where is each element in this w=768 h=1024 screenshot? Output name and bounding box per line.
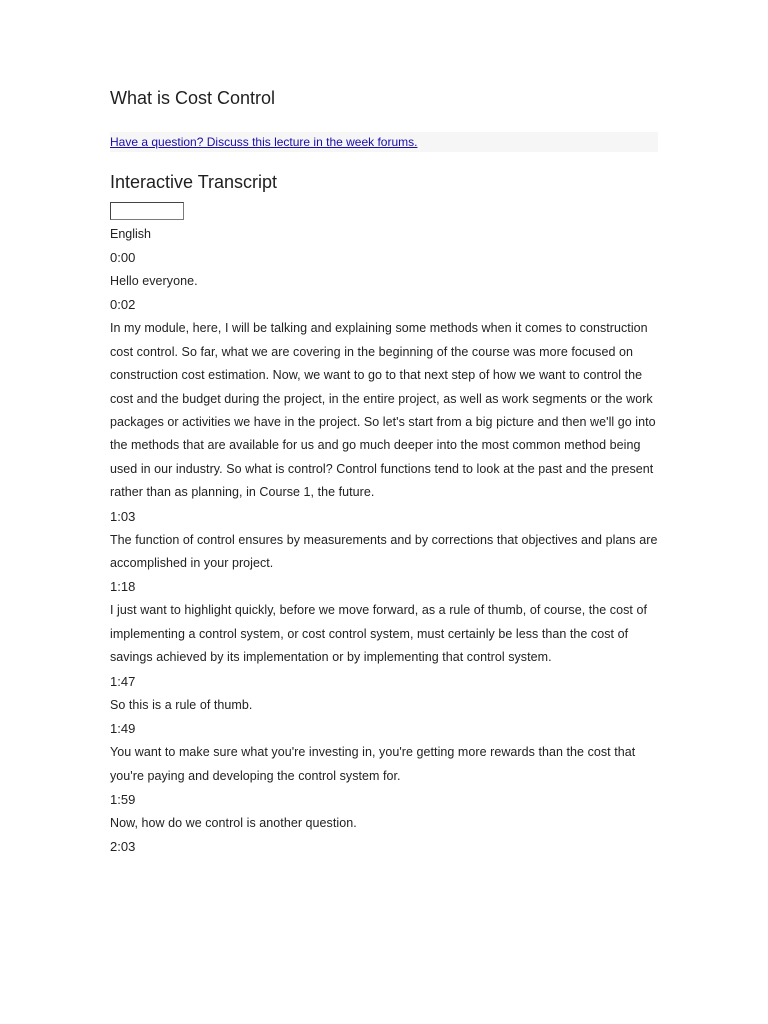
transcript-timestamp[interactable]: 0:02 [110, 297, 136, 313]
transcript-paragraph[interactable]: Hello everyone. [110, 274, 198, 288]
transcript-paragraph[interactable]: You want to make sure what you're investing in, you're getting more rewards than the cost that you're paying and developing the control system for. [110, 745, 636, 783]
lecture-content [110, 86, 658, 859]
transcript-timestamp[interactable]: 1:47 [110, 673, 136, 689]
transcript-paragraph[interactable]: So this is a rule of thumb. [110, 697, 253, 712]
transcript-paragraph[interactable]: The function of control ensures by measurements and by corrections that objectives and plans are accomplished in your project. [110, 532, 658, 571]
transcript-paragraph[interactable]: I just want to highlight quickly, before we move forward, as a rule of thumb, of course, the cost of implementing a control system, or cost control system, must certainly be less than the cost of savings achieved by its implementation or by implementing that control system. [110, 603, 647, 665]
lecture-title: What is Cost Control [110, 88, 276, 108]
transcript-list [110, 246, 658, 859]
transcript-paragraph[interactable]: Now, how do we control is another question. [110, 815, 357, 830]
forum-bar [110, 132, 658, 152]
transcript-timestamp[interactable]: 0:00 [110, 250, 136, 265]
transcript-timestamp[interactable]: 2:03 [110, 839, 136, 855]
transcript-timestamp[interactable]: 1:03 [110, 508, 136, 524]
forum-discussion-link[interactable]: Have a question? Discuss this lecture in the week forums. [110, 135, 418, 149]
transcript-timestamp[interactable]: 1:18 [110, 579, 136, 595]
transcript-language: English [110, 227, 151, 241]
transcript-timestamp[interactable]: 1:59 [110, 791, 136, 807]
transcript-timestamp[interactable]: 1:49 [110, 721, 136, 737]
transcript-search-input[interactable] [110, 202, 184, 220]
transcript-paragraph[interactable]: In my module, here, I will be talking and explaining some methods when it comes to construction cost control. So far, what we are covering in the beginning of the course was more focused on construction cost estimation. Now, we want to go to that next step of how we want to control the cost and the budget during the project, in the entire project, as well as work segments or the work packages or activities we have in the project. So let's start from a big picture and then we'll go into the methods that are available for us and go much deeper into the most common method being used in our industry. So what is control? Control functions tend to look at the past and the present rather than as planning, in Course 1, the future. [110, 321, 656, 500]
transcript-heading: Interactive Transcript [110, 172, 278, 192]
